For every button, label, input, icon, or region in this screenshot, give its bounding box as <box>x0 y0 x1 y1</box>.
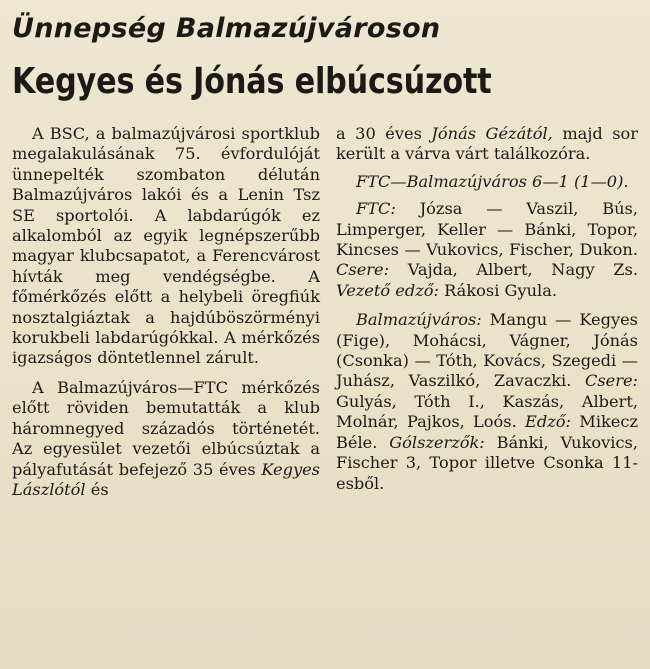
paragraph-history-end: és <box>90 479 109 499</box>
ftc-lineup-paragraph <box>336 199 638 301</box>
ftc-coach-label: Vezető edző: <box>336 280 439 300</box>
article-kicker: Ünnepség Balmazújvároson <box>12 13 441 44</box>
continuation-text: a 30 éves <box>336 124 422 143</box>
paragraph-continuation <box>336 124 638 165</box>
continuation-end: majd sor került a várva várt találkozóra. <box>336 124 638 164</box>
balmazujvaros-sub-label: Csere: <box>584 371 638 391</box>
balmazujvaros-coach-label: Edző: <box>525 412 571 432</box>
scorers-label: Gólszerzők: <box>389 432 485 452</box>
scorers: Bánki, Vukovics, Fischer 3, Topor illetve Csonka 11-esből. <box>336 432 638 493</box>
ftc-coach: Rákosi Gyula. <box>444 280 557 300</box>
balmazujvaros-coach: Mikecz Béle. <box>336 412 638 452</box>
right-column <box>336 124 638 494</box>
ftc-label: FTC: <box>356 199 396 219</box>
article-headline: Kegyes és Jónás elbúcsúzott <box>12 61 492 102</box>
ftc-sub-label: Csere: <box>336 260 390 280</box>
left-column <box>12 124 320 500</box>
balmazujvaros-label: Balmazújváros: <box>356 310 482 330</box>
paragraph-history <box>12 378 320 500</box>
ftc-subs: Vajda, Albert, Nagy Zs. <box>407 260 638 280</box>
paragraph-intro: A BSC, a balmazújvárosi sportklub megalakulásának 75. évfordulóját ünnepelték szombaton délután Balmazújváros lakói és a Lenin Tsz SE sportolói. A labdarúgók ez alkalomból az egyik legnépszerűbb magyar klubcsapatot, a Ferencvárost hívták meg vendégségbe. A főmérkőzés előtt a helybeli öregfiúk nosztalgiáztak a hajdúböszörményi korukbeli labdarúgókkal. A mérkőzés igazságos döntetlennel zárult. <box>12 124 320 368</box>
ftc-lineup: Józsa — Vaszil, Bús, Limperger, Keller — Bánki, Topor, Kincses — Vukovics, Fischer, Dukon. <box>336 199 638 260</box>
player-name-kegyes: Kegyes Lászlótól <box>12 459 320 499</box>
match-result: FTC—Balmazújváros 6—1 (1—0). <box>356 171 629 191</box>
balmazujvaros-lineup-paragraph <box>336 310 638 494</box>
balmazujvaros-subs: Gulyás, Tóth I., Kaszás, Albert, Molnár, Pajkos, Loós. <box>336 391 638 432</box>
player-name-jonas: Jónás Gézától, <box>431 124 553 143</box>
paragraph-history-text: A Balmazújváros—FTC mérkőzés előtt röviden bemutatták a klub háromnegyed századós történetét. Az egyesület vezetői elbúcsúztak a pályafutását befejező 35 éves <box>12 377 320 479</box>
balmazujvaros-lineup: Mangu — Kegyes (Fige), Mohácsi, Vágner, Jónás (Csonka) — Tóth, Kovács, Szegedi — Juhász, Vaszilkó, Zavaczki. <box>336 310 638 391</box>
